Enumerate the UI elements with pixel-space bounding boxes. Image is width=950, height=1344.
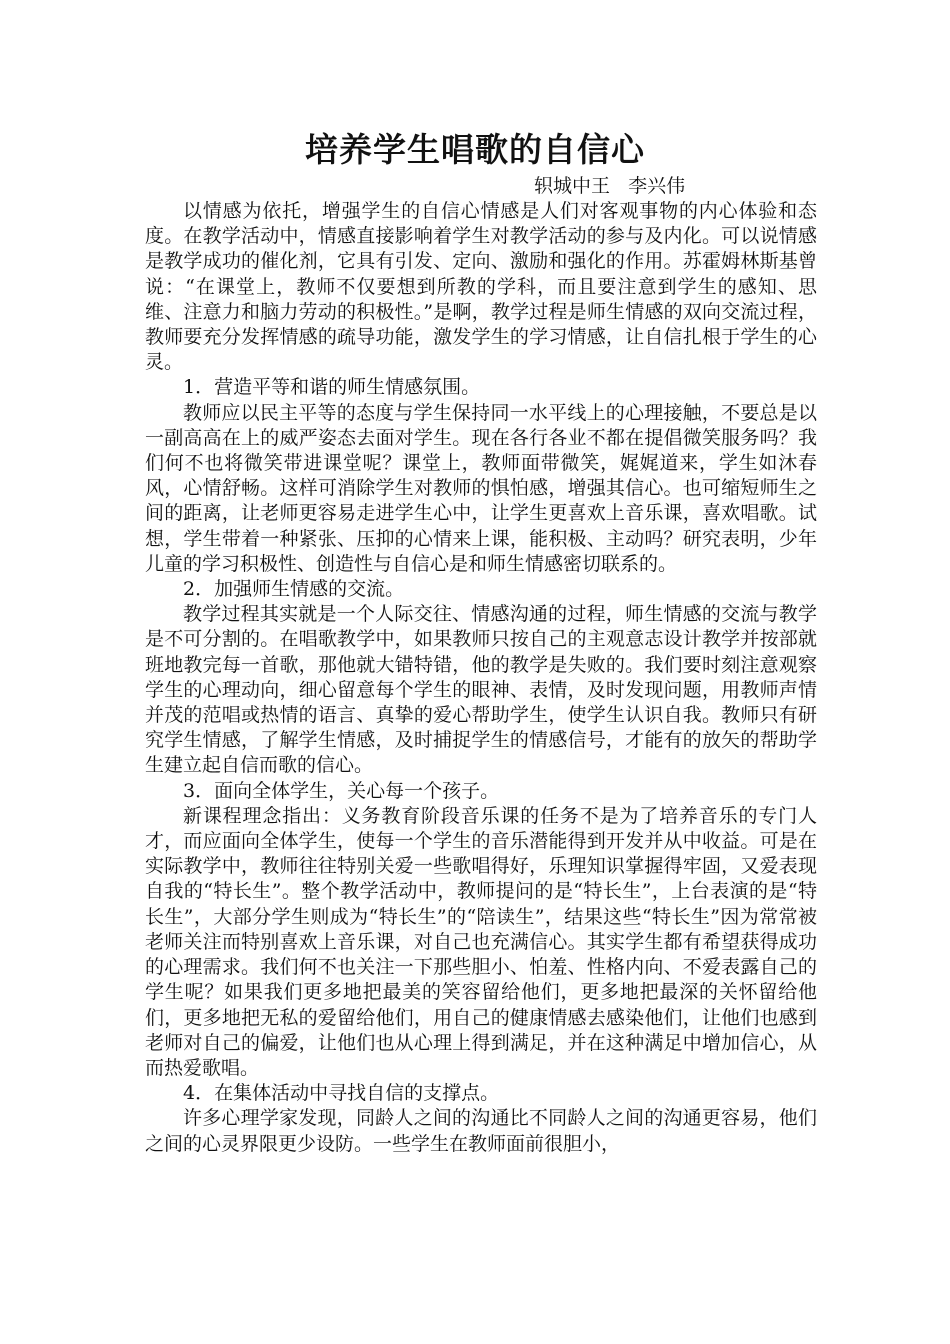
document-body	[145, 199, 817, 1157]
section-heading: 3．面向全体学生，关心每一个孩子。	[183, 779, 500, 802]
body-paragraph: 以情感为依托，增强学生的自信心情感是人们对客观事物的内心体验和态度。在教学活动中，情感直接影响着学生对教学活动的参与及内化。可以说情感是教学成功的催化剂，它具有引发、定向、激励和强化的作用。苏霍姆林斯基曾说：“在课堂上，教师不仅要想到所教的学科，而且要注意到学生的感知、思维、注意力和脑力劳动的积极性。”是啊，教学过程是师生情感的双向交流过程，教师要充分发挥情感的疏导功能，激发学生的学习情感，让自信扎根于学生的心灵。	[145, 200, 817, 374]
body-paragraph: 教学过程其实就是一个人际交往、情感沟通的过程，师生情感的交流与教学是不可分割的。在唱歌教学中，如果教师只按自己的主观意志设计教学并按部就班地教完每一首歌，那他就大错特错，他的教学是失败的。我们要时刻注意观察学生的心理动向，细心留意每个学生的眼神、表情，及时发现问题，用教师声情并茂的范唱或热情的语言、真挚的爱心帮助学生，使学生认识自我。教师只有研究学生情感，了解学生情感，及时捕捉学生的情感信号，才能有的放矢的帮助学生建立起自信而歌的信心。	[145, 603, 817, 777]
section-heading: 1．营造平等和谐的师生情感氛围。	[183, 376, 481, 399]
body-paragraph: 教师应以民主平等的态度与学生保持同一水平线上的心理接触，不要总是以一副高高在上的威严姿态去面对学生。现在各行各业不都在提倡微笑服务吗？我们何不也将微笑带进课堂呢？课堂上，教师面带微笑，娓娓道来，学生如沐春风，心情舒畅。这样可消除学生对教师的惧怕感，增强其信心。也可缩短师生之间的距离，让老师更容易走进学生心中，让学生更喜欢上音乐课，喜欢唱歌。试想，学生带着一种紧张、压抑的心情来上课，能积极、主动吗？研究表明，少年儿童的学习积极性、创造性与自信心是和师生情感密切联系的。	[145, 401, 817, 575]
document-author: 轵城中王 李兴伟	[534, 175, 686, 197]
section-heading: 4．在集体活动中寻找自信的支撑点。	[183, 1082, 500, 1105]
section-heading: 2．加强师生情感的交流。	[183, 578, 405, 601]
body-paragraph: 新课程理念指出：义务教育阶段音乐课的任务不是为了培养音乐的专门人才，而应面向全体学生，使每一个学生的音乐潜能得到开发并从中收益。可是在实际教学中，教师往往特别关爱一些歌唱得好，乐理知识掌握得牢固，又爱表现自我的“特长生”。整个教学活动中，教师提问的是“特长生”，上台表演的是“特长生”，大部分学生则成为“特长生”的“陪读生”，结果这些“特长生”因为常常被老师关注而特别喜欢上音乐课，对自己也充满信心。其实学生都有希望获得成功的心理需求。我们何不也关注一下那些胆小、怕羞、性格内向、不爱表露自己的学生呢？如果我们更多地把最美的笑容留给他们，更多地把最深的关怀留给他们，更多地把无私的爱留给他们，用自己的健康情感去感染他们，让他们也感到老师对自己的偏爱，让他们也从心理上得到满足，并在这种满足中增加信心，从而热爱歌唱。	[145, 804, 817, 1079]
body-paragraph: 许多心理学家发现，同龄人之间的沟通比不同龄人之间的沟通更容易，他们之间的心灵界限更少设防。一些学生在教师面前很胆小，	[145, 1107, 817, 1155]
document-title: 培养学生唱歌的自信心	[305, 130, 645, 169]
